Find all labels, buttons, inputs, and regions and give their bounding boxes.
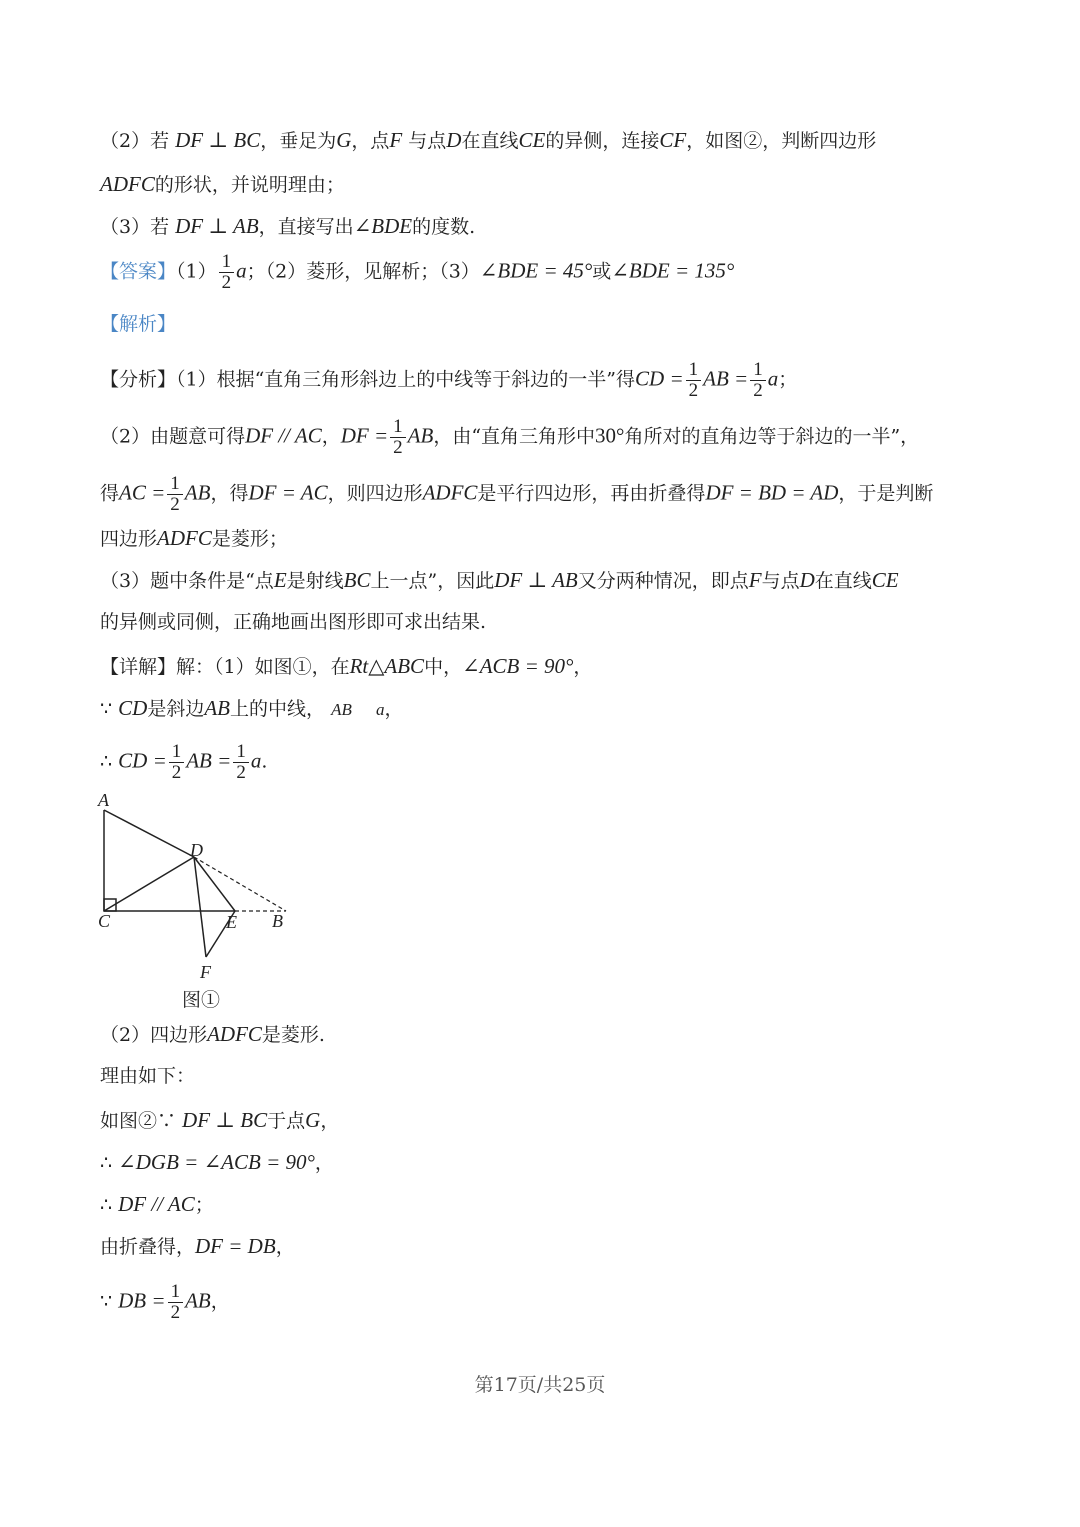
math: DB =: [118, 1288, 166, 1313]
math: a: [250, 748, 262, 773]
math: DF = DB: [195, 1234, 276, 1258]
text: ，于是判断: [838, 482, 934, 505]
math: DF = BD = AD: [705, 480, 839, 505]
analysis-line3: [100, 474, 933, 515]
text: （2）四边形: [100, 1024, 208, 1046]
math: CD =: [635, 366, 684, 391]
math: AB: [204, 696, 230, 720]
math: DF ⊥ BC: [175, 128, 261, 152]
math: DF // AC: [245, 423, 322, 448]
math: ADFC: [207, 1022, 262, 1046]
math: DF ⊥ AB: [494, 568, 578, 592]
denominator: 2: [170, 1302, 181, 1323]
question-part2-line2: [100, 170, 345, 199]
text: 角所对的直角边等于斜边的一半”，: [624, 425, 920, 448]
math: AB: [184, 480, 211, 505]
text: 的形状，并说明理由；: [154, 174, 345, 196]
text: ∴: [100, 750, 119, 773]
fraction: [233, 742, 249, 783]
analysis-line2: [100, 417, 919, 458]
math: Rt△ABC: [349, 654, 425, 678]
text: 于点: [267, 1110, 306, 1132]
math: AB: [185, 1288, 211, 1313]
text: （3）题中条件是“点: [100, 570, 274, 592]
math: ∠BDE = 45°: [479, 258, 593, 283]
text: ，由“直角三角形中: [433, 425, 596, 448]
denominator: 2: [393, 437, 403, 458]
text: 的异侧，连接: [545, 130, 660, 152]
math: DF =: [340, 423, 389, 448]
segment-db-dashed: [194, 857, 286, 911]
numerator: 1: [686, 360, 702, 381]
detail2-line1: [100, 1020, 325, 1049]
text: 【分析】（1）根据“直角三角形斜边上的中线等于斜边的一半”得: [100, 368, 636, 391]
math: ADFC: [157, 526, 212, 550]
answer-line: [100, 252, 734, 293]
text: ，得: [210, 482, 249, 505]
math: AC =: [119, 480, 166, 505]
label-c: C: [98, 911, 111, 931]
jiexi-line: [100, 310, 176, 338]
text: 理由如下：: [100, 1065, 196, 1087]
fraction: [168, 1282, 184, 1323]
segment-cd: [104, 857, 194, 911]
text: 得: [100, 482, 120, 505]
text: ∵: [100, 1290, 119, 1313]
text: ，: [210, 1290, 230, 1313]
denominator: 2: [753, 380, 763, 401]
answer-tag: 【答案】: [100, 260, 177, 283]
text: 或: [592, 260, 612, 283]
denominator: 2: [170, 494, 180, 515]
fraction: [750, 360, 766, 401]
numerator: 1: [168, 1282, 184, 1303]
text: 是平行四边形，再由折叠得: [477, 482, 706, 505]
math: ∠BDE: [353, 214, 413, 238]
denominator: 2: [171, 762, 182, 783]
math: D: [446, 128, 462, 152]
text: （1）: [176, 260, 217, 283]
text: 是菱形.: [261, 1024, 325, 1046]
text: ，点: [351, 130, 390, 152]
math: ADFC: [100, 172, 155, 196]
analysis-line5: [100, 566, 899, 595]
math: AB =: [186, 748, 232, 773]
text: ，直接写出: [258, 216, 354, 238]
math: CD: [118, 696, 148, 720]
text: 如图②∵: [100, 1110, 183, 1132]
math: ∠BDE = 135°: [611, 258, 735, 283]
text: 在直线: [814, 570, 872, 592]
fraction: [219, 252, 235, 293]
math: CD =: [118, 748, 167, 773]
text: ，: [275, 1236, 295, 1258]
label-b: B: [272, 911, 283, 931]
text: ∵: [100, 698, 119, 720]
text: 由折叠得，: [100, 1236, 196, 1258]
detail2-line3: [100, 1106, 339, 1135]
jiexi-tag: 【解析】: [100, 313, 177, 335]
text: 【详解】解：（1）如图①，在: [100, 656, 350, 678]
text: ，: [314, 1152, 334, 1174]
numerator: 1: [219, 252, 235, 273]
text: 又分两种情况，即点: [577, 570, 749, 592]
math: D: [799, 568, 815, 592]
text: （3）若: [100, 216, 176, 238]
numerator: 1: [750, 360, 766, 381]
text: 中，: [424, 656, 463, 678]
math: AB: [407, 423, 434, 448]
math: ∠ACB = 90°: [462, 654, 574, 678]
math: F: [389, 128, 403, 152]
math: ADFC: [422, 480, 478, 505]
math: DF // AC: [118, 1192, 195, 1216]
text: 是菱形；: [211, 528, 288, 550]
math: G: [305, 1108, 321, 1132]
fraction: [169, 742, 185, 783]
math: DF = AC: [248, 480, 328, 505]
question-part3: [100, 212, 475, 241]
analysis-line1: [100, 360, 797, 401]
label-e: E: [226, 912, 237, 932]
numerator: 1: [233, 742, 249, 763]
number: 30°: [595, 423, 625, 448]
detail-line3: [100, 742, 267, 783]
label-a: A: [98, 790, 109, 810]
detail-line2: [100, 694, 404, 724]
text: ；（2）菱形，见解析；（3）: [246, 260, 480, 283]
denominator: 2: [236, 762, 246, 783]
label-d: D: [190, 840, 203, 860]
question-part2-line1: [100, 126, 876, 155]
math: CF: [659, 128, 687, 152]
analysis-line6: [100, 608, 486, 636]
text: ，: [320, 1110, 340, 1132]
text: ；: [194, 1194, 214, 1216]
text: ，则四边形: [327, 482, 423, 505]
segment-ad: [104, 810, 194, 857]
detail2-line5: [100, 1190, 214, 1219]
detail2-line2: [100, 1062, 195, 1090]
label-f: F: [200, 962, 211, 982]
fraction: [390, 417, 406, 458]
figure-caption: 图①: [182, 989, 221, 1011]
text: ，如图②，判断四边形: [686, 130, 877, 152]
math: E: [273, 568, 287, 592]
denominator: 2: [221, 272, 232, 293]
text: 上的中线，: [230, 698, 326, 720]
math: a: [767, 366, 779, 391]
text: ∴: [100, 1152, 119, 1174]
math: F: [748, 568, 762, 592]
math: DF ⊥ AB: [175, 214, 259, 238]
text: 是斜边: [147, 698, 205, 720]
math: DF ⊥ BC: [182, 1108, 268, 1132]
text: 在直线: [461, 130, 519, 152]
text: ，: [321, 425, 341, 448]
math: G: [336, 128, 352, 152]
fraction: [686, 360, 702, 401]
math: ∠DGB = ∠ACB = 90°: [118, 1150, 315, 1174]
numerator: 1: [169, 742, 185, 763]
text: ，垂足为: [260, 130, 337, 152]
math: AB =: [703, 366, 749, 391]
segment-df: [194, 857, 206, 957]
text: 的度数.: [412, 216, 476, 238]
text: ，: [384, 698, 404, 720]
text: 四边形: [100, 528, 158, 550]
fraction: [167, 474, 183, 515]
text: .: [261, 750, 268, 773]
text: ，: [573, 656, 593, 678]
text: 上一点”，因此: [370, 570, 495, 592]
text: ∴: [100, 1194, 119, 1216]
page-footer: 第17页/共25页: [474, 1374, 606, 1396]
math: AB: [331, 700, 352, 719]
text: 与点: [761, 570, 800, 592]
numerator: 1: [390, 417, 406, 438]
denominator: 2: [688, 380, 699, 401]
detail-line1: [100, 652, 592, 681]
analysis-line4: [100, 524, 288, 553]
math: a: [236, 258, 247, 283]
detail2-line7: [100, 1282, 230, 1323]
text: （2）若: [100, 130, 176, 152]
numerator: 1: [167, 474, 183, 495]
math: CE: [518, 128, 546, 152]
geometry-figure-1: [90, 788, 310, 1018]
math: BC: [343, 568, 371, 592]
text: 与点: [402, 130, 447, 152]
math: CE: [871, 568, 899, 592]
text: 的异侧或同侧，正确地画出图形即可求出结果.: [100, 611, 487, 633]
math: a: [376, 700, 385, 719]
detail2-line4: [100, 1148, 334, 1177]
text: 是射线: [286, 570, 344, 592]
text: （2）由题意可得: [100, 425, 246, 448]
detail2-line6: [100, 1232, 295, 1261]
text: ；: [778, 368, 798, 391]
